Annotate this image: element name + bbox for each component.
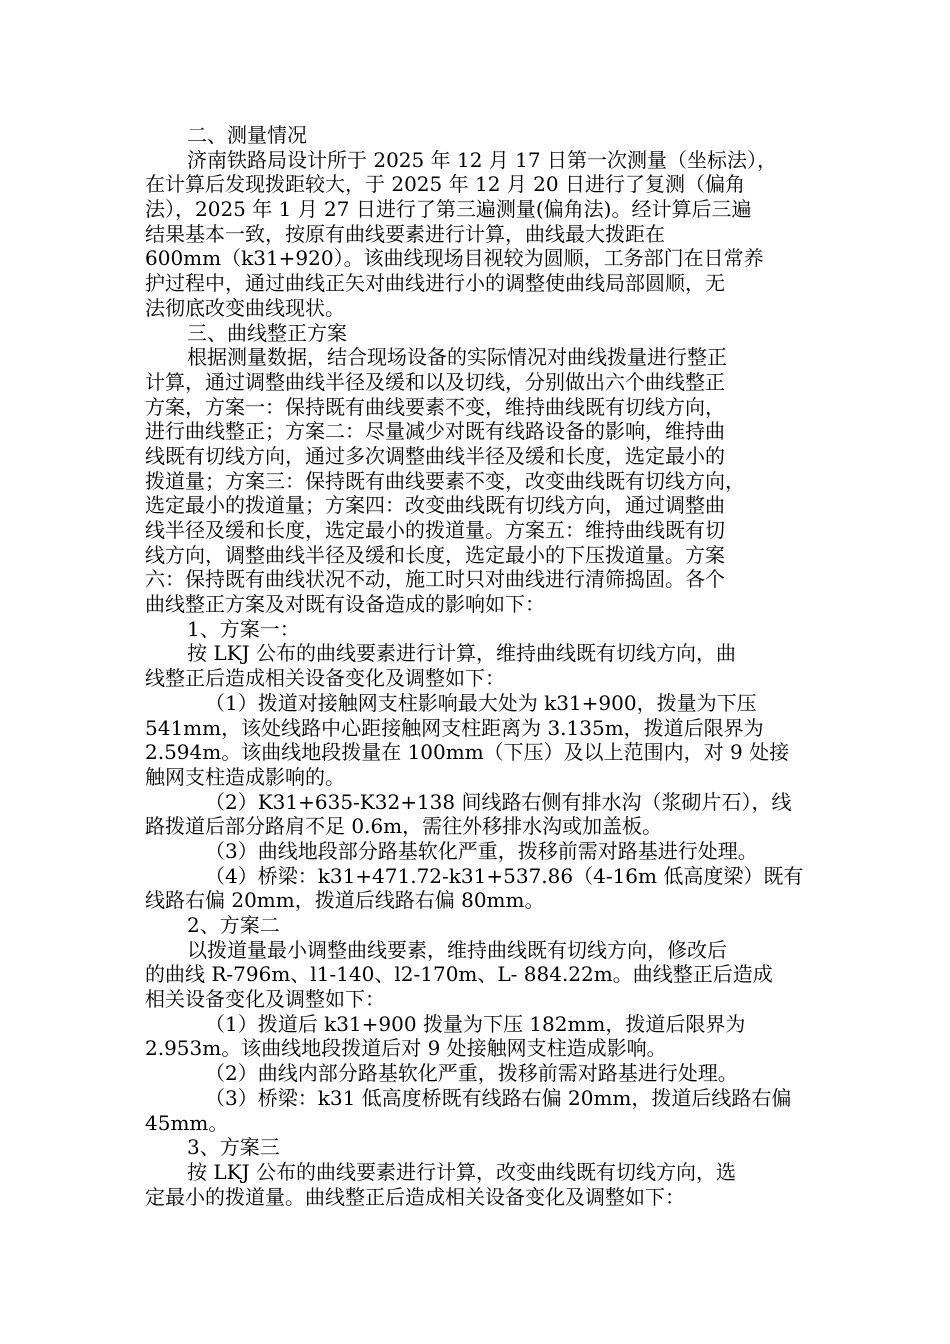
- text-line: 路拨道后部分路肩不足 0.6m，需往外移排水沟或加盖板。: [145, 814, 663, 839]
- text-line: 2.594m。该曲线地段拨量在 100mm（下压）及以上范围内，对 9 处接: [145, 740, 790, 765]
- text-line: 600mm（k31+920）。该曲线现场目视较为圆顺，工务部门在日常养: [145, 246, 764, 271]
- text-line: 相关设备变化及调整如下：: [145, 987, 385, 1012]
- text-line: 线整正后造成相关设备变化及调整如下：: [145, 666, 505, 691]
- text-line: 2.953m。该曲线地段拨道后对 9 处接触网支柱造成影响。: [145, 1036, 667, 1061]
- text-line: 方案，方案一：保持既有曲线要素不变，维持曲线既有切线方向，: [145, 394, 725, 419]
- text-line: 线半径及缓和长度，选定最小的拨道量。方案五：维持曲线既有切: [145, 518, 725, 542]
- text-line: 2、方案二: [187, 913, 280, 937]
- text-line: （2）曲线内部分路基软化严重，拨移前需对路基进行处理。: [205, 1061, 738, 1086]
- text-line: 进行曲线整正；方案二：尽量减少对既有线路设备的影响，维持曲: [145, 419, 725, 444]
- text-line: 定最小的拨道量。曲线整正后造成相关设备变化及调整如下：: [145, 1184, 685, 1209]
- text-line: 1、方案一：: [187, 616, 300, 641]
- text-line: 二、测量情况: [187, 123, 307, 147]
- text-line: 按 LKJ 公布的曲线要素进行计算，维持曲线既有切线方向，曲: [187, 641, 736, 666]
- text-line: 六：保持既有曲线状况不动，施工时只对曲线进行清筛捣固。各个: [145, 567, 725, 592]
- text-line: 三、曲线整正方案: [187, 320, 347, 345]
- text-line: 济南铁路局设计所于 2025 年 12 月 17 日第一次测量（坐标法），: [187, 147, 777, 172]
- document-body: [145, 123, 810, 1209]
- text-line: （1）拨道后 k31+900 拨量为下压 182mm，拨道后限界为: [205, 1011, 746, 1036]
- text-line: （3）桥梁：k31 低高度桥既有线路右偏 20mm，拨道后线路右偏: [205, 1085, 792, 1110]
- text-line: （2）K31+635-K32+138 间线路右侧有排水沟（浆砌片石），线: [205, 789, 792, 814]
- text-line: 在计算后发现拨距较大，于 2025 年 12 月 20 日进行了复测（偏角: [145, 172, 745, 197]
- text-line: 结果基本一致，按原有曲线要素进行计算，曲线最大拨距在: [145, 221, 665, 246]
- text-line: 线方向，调整曲线半径及缓和长度，选定最小的下压拨道量。方案: [145, 542, 725, 567]
- text-line: 3、方案三: [187, 1135, 280, 1160]
- text-line: （4）桥梁：k31+471.72-k31+537.86（4-16m 低高度梁）既有: [205, 863, 804, 888]
- text-line: 法彻底改变曲线现状。: [145, 295, 345, 320]
- text-line: （3）曲线地段部分路基软化严重，拨移前需对路基进行处理。: [205, 838, 758, 863]
- text-line: 541mm，该处线路中心距接触网支柱距离为 3.135m，拨道后限界为: [145, 715, 764, 740]
- text-line: 以拨道量最小调整曲线要素，维持曲线既有切线方向，修改后: [187, 937, 727, 962]
- text-line: （1）拨道对接触网支柱影响最大处为 k31+900，拨量为下压: [205, 690, 757, 715]
- text-line: 根据测量数据，结合现场设备的实际情况对曲线拨量进行整正: [187, 345, 727, 370]
- text-line: 曲线整正方案及对既有设备造成的影响如下：: [145, 592, 545, 617]
- text-line: 按 LKJ 公布的曲线要素进行计算，改变曲线既有切线方向，选: [187, 1159, 736, 1184]
- text-line: 护过程中，通过曲线正矢对曲线进行小的调整使曲线局部圆顺，无: [145, 271, 725, 296]
- text-line: 触网支柱造成影响的。: [145, 764, 345, 789]
- text-line: 45mm。: [145, 1110, 229, 1135]
- text-line: 线既有切线方向，通过多次调整曲线半径及缓和长度，选定最小的: [145, 443, 725, 468]
- text-line: 法），2025 年 1 月 27 日进行了第三遍测量(偏角法)。经计算后三遍: [145, 197, 752, 222]
- text-line: 的曲线 R-796m、l1-140、l2-170m、L- 884.22m。曲线整正后造成: [145, 962, 773, 987]
- text-line: 线路右偏 20mm，拨道后线路右偏 80mm。: [145, 888, 545, 913]
- text-line: 计算，通过调整曲线半径及缓和以及切线，分别做出六个曲线整正: [145, 369, 725, 394]
- text-line: 选定最小的拨道量；方案四：改变曲线既有切线方向，通过调整曲: [145, 493, 725, 518]
- text-line: 拨道量；方案三：保持既有曲线要素不变，改变曲线既有切线方向，: [145, 468, 745, 493]
